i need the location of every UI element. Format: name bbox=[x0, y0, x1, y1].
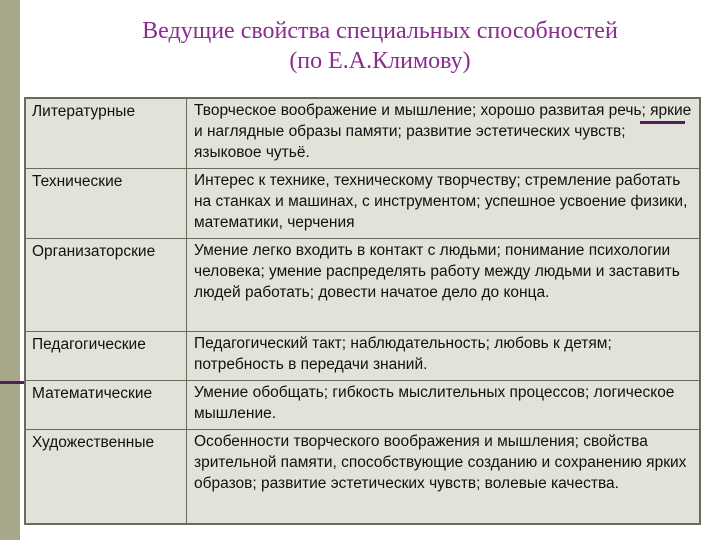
abilities-table bbox=[24, 97, 701, 525]
category-cell: Литературные bbox=[26, 99, 187, 169]
category-cell: Математические bbox=[26, 381, 187, 430]
table-row bbox=[26, 430, 700, 524]
table-row bbox=[26, 239, 700, 332]
table-row bbox=[26, 332, 700, 381]
description-cell: Умение обобщать; гибкость мыслительных процессов; логическое мышление. bbox=[187, 381, 700, 430]
description-cell: Особенности творческого воображения и мышления; свойства зрительной памяти, способствующие созданию и сохранению ярких образов; развитие эстетических чувств; волевые качества. bbox=[187, 430, 700, 524]
title-line-2: (по Е.А.Климову) bbox=[289, 48, 471, 74]
category-cell: Организаторские bbox=[26, 239, 187, 332]
description-cell: Педагогический такт; наблюдательность; любовь к детям; потребность в передачи знаний. bbox=[187, 332, 700, 381]
description-cell: Творческое воображение и мышление; хорошо развитая речь; яркие и наглядные образы памяти; развитие эстетических чувств; языковое чутьё. bbox=[187, 99, 700, 169]
table-row bbox=[26, 99, 700, 169]
description-cell: Интерес к технике, техническому творчеству; стремление работать на станках и машинах, с инструментом; успешное усвоение физики, математики, черчения bbox=[187, 169, 700, 239]
category-cell: Технические bbox=[26, 169, 187, 239]
description-cell: Умение легко входить в контакт с людьми; понимание психологии человека; умение распределять работу между людьми и заставить людей работать; довести начатое дело до конца. bbox=[187, 239, 700, 332]
page-title bbox=[60, 16, 700, 76]
category-cell: Педагогические bbox=[26, 332, 187, 381]
title-line-1: Ведущие свойства специальных способностей bbox=[142, 18, 618, 44]
table-row bbox=[26, 381, 700, 430]
decorative-line-right bbox=[640, 121, 685, 124]
category-cell: Художественные bbox=[26, 430, 187, 524]
table-row bbox=[26, 169, 700, 239]
left-decorative-band bbox=[0, 0, 20, 540]
